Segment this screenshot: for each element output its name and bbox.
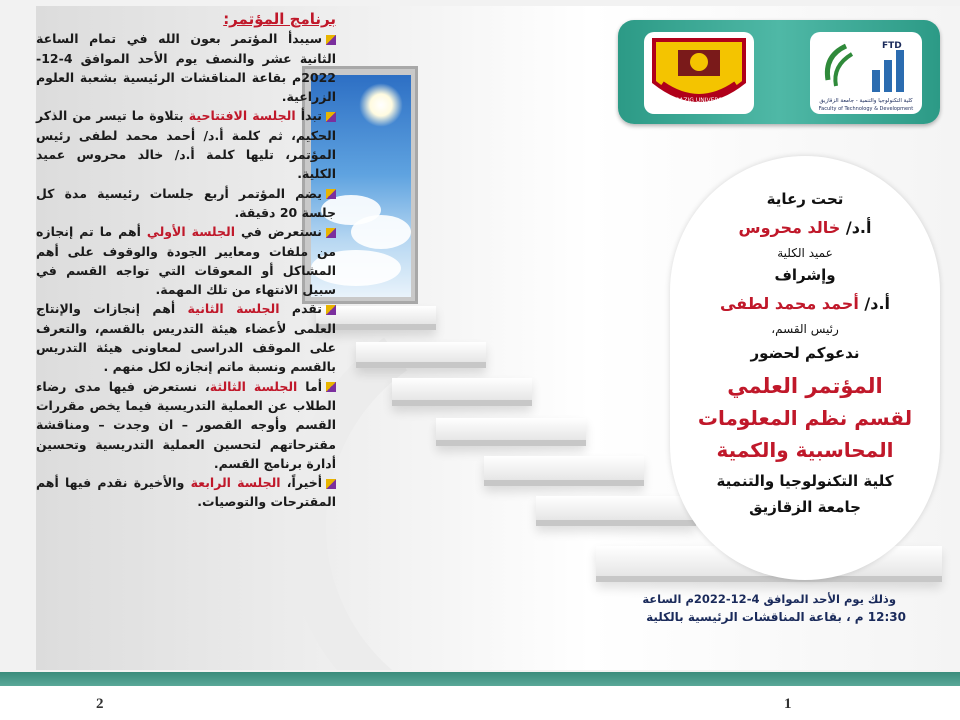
date-note-line1: وذلك يوم الأحد الموافق 4-12-2022م الساعة (642, 592, 896, 606)
program-item-3-text: يضم المؤتمر أربع جلسات رئيسية مدة كل جلسة 20 دقيقة. (36, 185, 336, 220)
bullet-icon (326, 228, 336, 238)
program-item-6-post: ، نستعرض فيها مدى رضاء الطلاب عن العملية التدريسية فيما يخص مقررات القسم وأوجه القصور – ان وجدت – ومناقشة مقترحاتهم لتحسين العملية التدريسية وتحسين أدارة برنامج القسم. (36, 378, 336, 471)
conference-title-line1: المؤتمر العلمي (727, 374, 883, 398)
program-item-7-post: والأخيرة نقدم فيها أهم المقترحات والتوصيات. (36, 475, 336, 510)
program-item-1-text: سيبدأ المؤتمر بعون الله في تمام الساعة الثانية عشر والنصف يوم الأحد الموافق 4-12-2022م بقاعة المناقشات الرئيسية بشعبة العلوم الزراعية. (36, 31, 336, 105)
patron-prefix: أ.د/ (840, 218, 872, 237)
first-session-label: الجلسة الأولي (146, 224, 236, 240)
stair-step (392, 378, 532, 406)
ftd-logo-icon (810, 32, 922, 114)
program-column (36, 10, 336, 512)
faculty-logo (810, 32, 922, 114)
bullet-icon (326, 35, 336, 45)
program-item-7-pre: أخيراً، (280, 475, 322, 491)
program-item-1 (36, 29, 336, 106)
supervisor-prefix: أ.د/ (858, 294, 890, 313)
program-item-3 (36, 184, 336, 223)
program-item-4 (36, 222, 336, 299)
third-session-label: الجلسة الثالثة (209, 378, 298, 394)
university-name: جامعة الزقازيق (749, 498, 861, 516)
teal-band (0, 672, 960, 686)
program-item-2-post: بتلاوة ما تيسر من الذكر الحكيم، ثم كلمة أ.د/ أحمد محمد لطفى رئيس المؤتمر، تليها كلمة أ.د/ خالد محروس عميد الكلية. (36, 108, 336, 182)
sun-glow (359, 83, 403, 127)
supervisor-name-line (670, 294, 940, 313)
svg-text:ZAGAZIG UNIVERSITY: ZAGAZIG UNIVERSITY (666, 97, 732, 104)
cloud (351, 215, 411, 249)
stair-step (484, 456, 644, 486)
program-item-6-pre: أما (297, 378, 322, 394)
program-item-2-pre: تبدأ (295, 108, 323, 124)
program-item-5-pre: تقدم (279, 301, 322, 317)
bullet-icon (326, 112, 336, 122)
program-title-wrap (36, 10, 336, 29)
program-item-7 (36, 473, 336, 512)
logo-panel (618, 20, 940, 124)
fourth-session-label: الجلسة الرابعة (190, 475, 281, 491)
supervisor-name: أحمد محمد لطفى (719, 294, 859, 313)
invitation-oval (670, 156, 940, 580)
program-item-5-post: أهم إنجازات والإنتاج العلمى لأعضاء هيئة التدريس بالقسم، والتعرف على الموقف الدراسى لمعاونى هيئة التدريس بالقسم ونسبة ماتم إنجازه لكل منهم . (36, 301, 336, 375)
faculty-name: كلية التكنولوجيا والتنمية (716, 472, 894, 490)
supervisor-title: رئيس القسم، (771, 322, 839, 336)
zagazig-university-logo (644, 32, 754, 114)
patron-name-line (670, 218, 940, 237)
svg-text:كلية التكنولوجيا والتنمية - جا: كلية التكنولوجيا والتنمية - جامعة الزقازيق (819, 98, 913, 104)
svg-text:Faculty of Technology & Develo: Faculty of Technology & Development (818, 106, 914, 112)
conference-title-line3: المحاسبية والكمية (716, 438, 894, 462)
opening-session-label: الجلسة الافتتاحية (188, 108, 296, 124)
bullet-icon (326, 479, 336, 489)
program-item-4-pre: نستعرض في (235, 224, 322, 240)
patron-name: خالد محروس (738, 218, 841, 237)
invite-text: ندعوكم لحضور (750, 344, 860, 362)
bullet-icon (326, 189, 336, 199)
bullet-icon (326, 382, 336, 392)
date-note-line2: 12:30 م ، بقاعة المناقشات الرئيسية بالكلية (646, 610, 906, 624)
second-session-label: الجلسة الثانية (187, 301, 280, 317)
page-number-right: 1 (784, 696, 792, 712)
stair-step (436, 418, 586, 446)
bottom-bar (0, 672, 960, 720)
program-title: برنامج المؤتمر: (223, 10, 336, 28)
program-item-4-post: أهم ما تم إنجازه من ملفات ومعايير الجودة والوقوف على أهم المشاكل أو المعوقات التي تواجه القسم في سبيل الانتهاء من تلك المهمة. (36, 224, 336, 298)
svg-text:FTD: FTD (882, 41, 902, 51)
program-item-5 (36, 299, 336, 376)
conference-title-line2: لقسم نظم المعلومات (697, 406, 913, 430)
stair-step (356, 342, 486, 368)
program-item-6 (36, 377, 336, 473)
patron-title: عميد الكلية (777, 246, 833, 260)
program-item-2 (36, 106, 336, 183)
university-seal-icon (644, 32, 754, 114)
bullet-icon (326, 305, 336, 315)
patron-intro: تحت رعاية (766, 190, 844, 208)
page-number-left: 2 (96, 696, 104, 712)
supervision-label: وإشراف (774, 266, 836, 284)
